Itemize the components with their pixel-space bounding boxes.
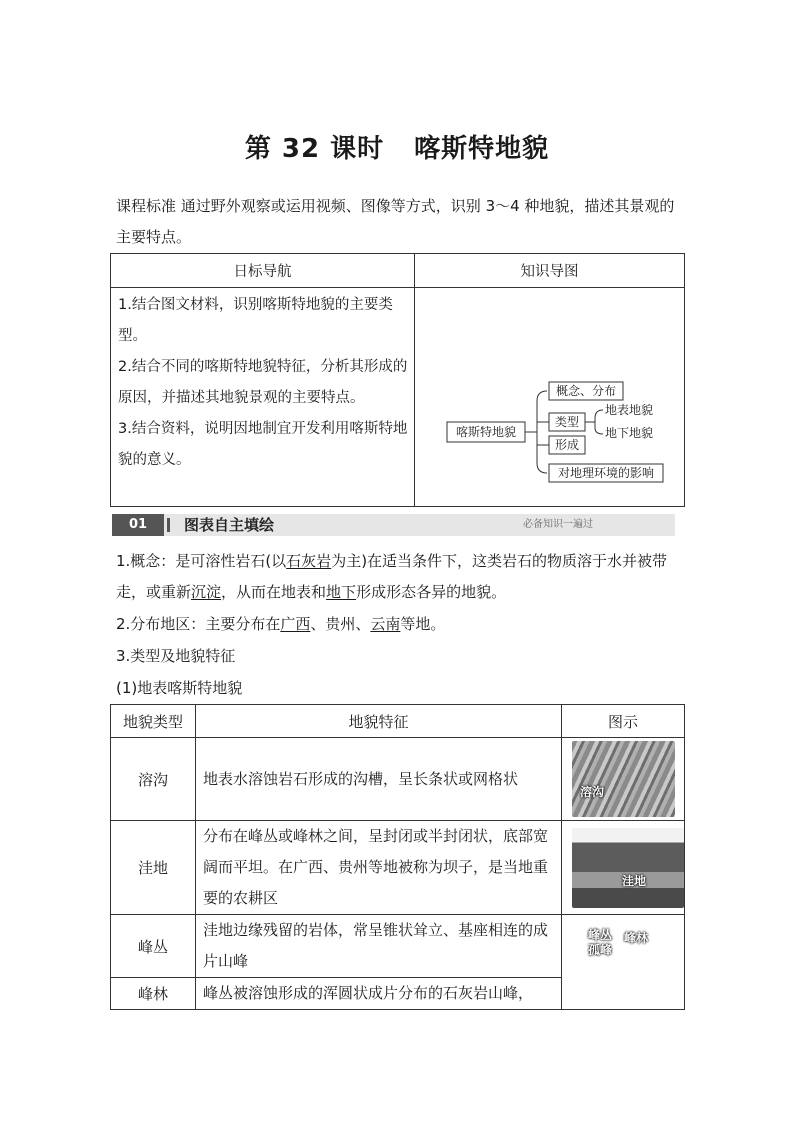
- goal-item: 1.结合图文材料，识别喀斯特地貌的主要类型。: [118, 297, 393, 344]
- goals-header: 日标导航: [111, 254, 415, 288]
- concept-paragraph: [116, 546, 686, 608]
- concept-text: 是可溶性岩石(以: [175, 552, 287, 570]
- landform-image-cell: [562, 915, 685, 1010]
- photo-label: 溶沟: [580, 785, 605, 799]
- landform-image-cell: [562, 738, 685, 821]
- mindmap-cell: [415, 288, 685, 507]
- mindmap-header: 知识导图: [415, 254, 685, 288]
- feature-header: 地貌特征: [196, 705, 562, 738]
- concept-text: 为主)在适当条件下，这类岩石的物质溶于水并被带走，或重新: [116, 552, 668, 601]
- types-heading: 3.类型及地貌特征: [116, 647, 236, 665]
- landform-table: [110, 704, 685, 1010]
- goal-item: 3.结合资料，说明因地制宜开发利用喀斯特地貌的意义。: [118, 421, 408, 468]
- page-title: [0, 128, 794, 165]
- distribution-label: 2.分布地区：: [116, 615, 206, 633]
- goal-item: 2.结合不同的喀斯特地貌特征，分析其形成的原因，并描述其地貌景观的主要特点。: [118, 359, 408, 406]
- photo-label: 孤峰: [588, 943, 613, 957]
- landform-type: 溶沟: [111, 738, 196, 821]
- concept-blank-1: 石灰岩: [286, 552, 332, 570]
- standard-text: 通过野外观察或运用视频、图像等方式，识别 3～4 种地貌，描述其景观的主要特点。: [116, 197, 675, 246]
- distribution-text: 、贵州、: [310, 615, 371, 633]
- distribution-blank-2: 云南: [370, 615, 401, 633]
- surface-heading: (1)地表喀斯特地貌: [116, 679, 243, 697]
- section-subtitle: 必备知识一遍过: [523, 519, 593, 530]
- concept-text: 形成形态各异的地貌。: [356, 583, 507, 601]
- concept-blank-2: 沉淀: [191, 583, 222, 601]
- table-row: [111, 915, 685, 978]
- lesson-number: 第 32 课时: [244, 134, 385, 164]
- landform-type: 峰丛: [111, 915, 196, 978]
- concept-text: ，从而在地表和: [221, 583, 327, 601]
- overview-table: [110, 253, 685, 507]
- distribution-text: 等地。: [400, 615, 446, 633]
- standard-label: 课程标准: [116, 197, 177, 215]
- mindmap-root: 喀斯特地貌: [455, 425, 517, 439]
- mindmap-sub-underground: 地下地貌: [605, 426, 654, 440]
- image-header: 图示: [562, 705, 685, 738]
- landform-type: 峰林: [111, 978, 196, 1010]
- table-row: [111, 821, 685, 915]
- knowledge-mindmap: [415, 288, 699, 504]
- landform-feature: 峰丛被溶蚀形成的浑圆状成片分布的石灰岩山峰，: [196, 978, 562, 1010]
- mindmap-branch-impact: 对地理环境的影响: [557, 466, 655, 480]
- section-number: 01: [112, 514, 164, 536]
- photo-label: 峰林: [624, 931, 649, 945]
- section-title: 图表自主填绘: [184, 516, 275, 534]
- section-banner: [112, 514, 675, 536]
- lesson-topic: 喀斯特地貌: [414, 134, 550, 164]
- photo-label: 洼地: [622, 874, 647, 888]
- section-divider: [167, 518, 170, 532]
- distribution-paragraph: [116, 609, 686, 640]
- landform-feature: 地表水溶蚀岩石形成的沟槽，呈长条状或网格状: [196, 738, 562, 821]
- table-row: [111, 738, 685, 821]
- landform-feature: 洼地边缘残留的岩体，常呈锥状耸立、基座相连的成片山峰: [196, 915, 562, 978]
- landform-type: 洼地: [111, 821, 196, 915]
- concept-label: 1.概念：: [116, 552, 176, 570]
- mindmap-branch-concept: 概念、分布: [555, 384, 617, 398]
- goals-cell: [111, 288, 415, 507]
- peak-cluster-photo: [572, 925, 684, 997]
- mindmap-branch-formation: 形成: [554, 438, 580, 452]
- landform-feature: 分布在峰丛或峰林之间，呈封闭或半封闭状，底部宽阔而平坦。在广西、贵州等地被称为坝子，是当地重要的农耕区: [196, 821, 562, 915]
- karren-photo: [572, 741, 675, 817]
- distribution-blank-1: 广西: [280, 615, 311, 633]
- concept-blank-3: 地下: [326, 583, 357, 601]
- depression-photo: [572, 828, 684, 908]
- photo-label: 峰丛: [588, 928, 613, 942]
- landform-image-cell: [562, 821, 685, 915]
- type-header: 地貌类型: [111, 705, 196, 738]
- course-standard: [116, 191, 686, 253]
- mindmap-branch-types: 类型: [554, 415, 580, 429]
- mindmap-sub-surface: 地表地貌: [605, 403, 654, 417]
- distribution-text: 主要分布在: [205, 615, 281, 633]
